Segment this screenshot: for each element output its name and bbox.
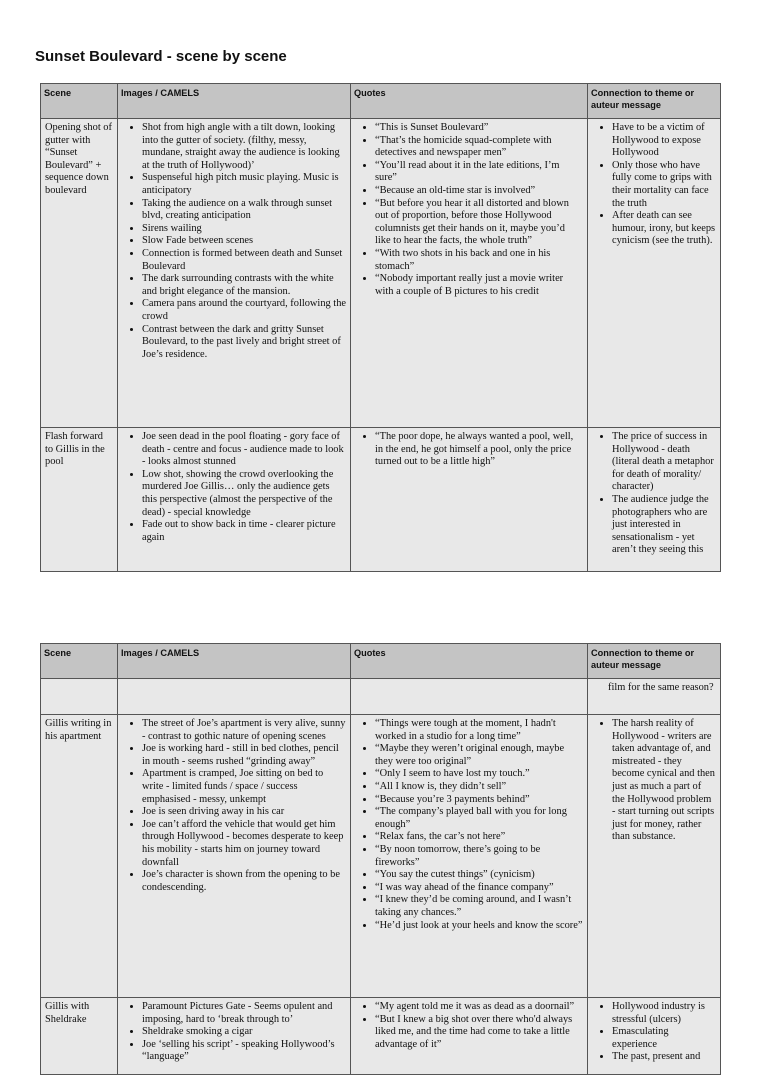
quote-bullet: • “Nobody important really just a movie writer with a couple of B pictures to his credit — [375, 273, 583, 298]
quote-list — [355, 122, 583, 298]
connection-cell — [588, 428, 721, 572]
scene-cell: Gillis with Sheldrake — [41, 998, 118, 1075]
quote-bullet: • “Relax fans, the car’s not here” — [375, 831, 583, 844]
images-list — [122, 431, 346, 544]
quote-bullet: • “This is Sunset Boulevard” — [375, 122, 583, 135]
images-bullet: • Shot from high angle with a tilt down, looking into the gutter of society. (filthy, messy, mundane, straight away the audience is looking at the truth of Hollywood)’ — [142, 122, 346, 172]
quote-bullet: • “Things were tough at the moment, I hadn't worked in a studio for a long time” — [375, 718, 583, 743]
continuation-row — [41, 679, 721, 715]
connection-bullet: • The audience judge the photographers who are just interested in sensationalism - yet aren’t they seeing this — [612, 494, 716, 557]
connection-bullet: • Hollywood industry is stressful (ulcers) — [612, 1001, 716, 1026]
quote-bullet: • “But before you hear it all distorted and blown out of proportion, before those Hollywood columnists get their hands on it, maybe you’d like to hear the facts, the whole truth” — [375, 198, 583, 248]
connection-cell — [588, 998, 721, 1075]
header-images-camels: Images / CAMELS — [118, 84, 351, 119]
images-bullet: • Joe’s character is shown from the opening to be condescending. — [142, 869, 346, 894]
images-list — [122, 1001, 346, 1064]
images-cell-empty — [118, 679, 351, 715]
images-bullet: • Slow Fade between scenes — [142, 235, 346, 248]
images-bullet: • The dark surrounding contrasts with the white and bright elegance of the mansion. — [142, 273, 346, 298]
quotes-cell — [351, 119, 588, 428]
quote-bullet: • “He’d just look at your heels and know the score” — [375, 920, 583, 933]
images-bullet: • Joe can’t afford the vehicle that would get him through Hollywood - becomes desperate to keep his mobility - starts him on journey toward downfall — [142, 819, 346, 869]
images-bullet: • Paramount Pictures Gate - Seems opulent and imposing, hard to ‘break through to’ — [142, 1001, 346, 1026]
table-header-row — [41, 84, 721, 119]
quote-list — [355, 431, 583, 469]
table-row — [41, 715, 721, 998]
document-title: Sunset Boulevard - scene by scene — [35, 48, 287, 65]
quote-bullet: • “I was way ahead of the finance company” — [375, 882, 583, 895]
quote-bullet: • “But I knew a big shot over there who'd always liked me, and the time had come to take a little advantage of it” — [375, 1014, 583, 1052]
header-scene: Scene — [41, 644, 118, 679]
table-row — [41, 428, 721, 572]
scene-cell: Opening shot of gutter with “Sunset Boulevard” + sequence down boulevard — [41, 119, 118, 428]
quotes-cell — [351, 428, 588, 572]
images-bullet: • The street of Joe’s apartment is very alive, sunny - contrast to gothic nature of opening scenes — [142, 718, 346, 743]
quote-bullet: • “Only I seem to have lost my touch.” — [375, 768, 583, 781]
table-row — [41, 119, 721, 428]
connection-cell — [588, 119, 721, 428]
images-bullet: • Fade out to show back in time - clearer picture again — [142, 519, 346, 544]
connection-bullet: • After death can see humour, irony, but keeps cynicism (see the truth). — [612, 210, 716, 248]
scene-table-page-1 — [40, 83, 721, 572]
quote-bullet: • “You’ll read about it in the late editions, I’m sure” — [375, 160, 583, 185]
images-cell — [118, 998, 351, 1075]
quote-bullet: • “That’s the homicide squad-complete with detectives and newspaper men” — [375, 135, 583, 160]
table-header-row — [41, 644, 721, 679]
images-bullet: • Sheldrake smoking a cigar — [142, 1026, 346, 1039]
quotes-cell-empty — [351, 679, 588, 715]
header-connection: Connection to theme or auteur message — [588, 84, 721, 119]
quote-bullet: • “The poor dope, he always wanted a pool, well, in the end, he got himself a pool, only the price turned out to be a little high” — [375, 431, 583, 469]
quote-list — [355, 1001, 583, 1051]
header-connection: Connection to theme or auteur message — [588, 644, 721, 679]
images-bullet: • Camera pans around the courtyard, following the crowd — [142, 298, 346, 323]
connection-bullet: • Only those who have fully come to grips with their mortality can face the truth — [612, 160, 716, 210]
quote-bullet: • “Maybe they weren’t original enough, maybe they were too original” — [375, 743, 583, 768]
connection-bullet: • The harsh reality of Hollywood - writers are taken advantage of, and mistreated - they become cynical and then just as much a part of the Hollywood problem - start turning out scripts just for money, rather than substance. — [612, 718, 716, 844]
quote-bullet: • “My agent told me it was as dead as a doornail” — [375, 1001, 583, 1014]
header-quotes: Quotes — [351, 644, 588, 679]
images-bullet: • Suspenseful high pitch music playing. Music is anticipatory — [142, 172, 346, 197]
scene-cell: Flash forward to Gillis in the pool — [41, 428, 118, 572]
images-bullet: • Contrast between the dark and gritty Sunset Boulevard, to the past lively and bright street of Joe’s residence. — [142, 324, 346, 362]
connection-list — [592, 718, 716, 844]
quotes-cell — [351, 998, 588, 1075]
connection-list — [592, 431, 716, 557]
scene-cell-empty — [41, 679, 118, 715]
images-bullet: • Joe is seen driving away in his car — [142, 806, 346, 819]
connection-list — [592, 122, 716, 248]
images-list — [122, 718, 346, 894]
table-row — [41, 998, 721, 1075]
quote-bullet: • “The company’s played ball with you for long enough” — [375, 806, 583, 831]
images-cell — [118, 119, 351, 428]
quote-list — [355, 718, 583, 932]
quotes-cell — [351, 715, 588, 998]
images-bullet: • Connection is formed between death and Sunset Boulevard — [142, 248, 346, 273]
header-quotes: Quotes — [351, 84, 588, 119]
connection-bullet: • Emasculating experience — [612, 1026, 716, 1051]
images-list — [122, 122, 346, 361]
images-bullet: • Low shot, showing the crowd overlooking the murdered Joe Gillis… only the audience gets this perspective (almost the perspective of the dead) - special knowledge — [142, 469, 346, 519]
quote-bullet: • “I knew they’d be coming around, and I wasn’t taking any chances.” — [375, 894, 583, 919]
header-scene: Scene — [41, 84, 118, 119]
quote-bullet: • “By noon tomorrow, there’s going to be fireworks” — [375, 844, 583, 869]
images-bullet: • Apartment is cramped, Joe sitting on bed to write - limited funds / space / success emphasised - messy, unkempt — [142, 768, 346, 806]
header-images-camels: Images / CAMELS — [118, 644, 351, 679]
connection-bullet: • Have to be a victim of Hollywood to expose Hollywood — [612, 122, 716, 160]
connection-cell — [588, 715, 721, 998]
images-bullet: • Joe ‘selling his script’ - speaking Hollywood’s “language” — [142, 1039, 346, 1064]
images-bullet: • Sirens wailing — [142, 223, 346, 236]
quote-bullet: • “All I know is, they didn’t sell” — [375, 781, 583, 794]
connection-bullet: • The price of success in Hollywood - death (literal death a metaphor for death of morality/ character) — [612, 431, 716, 494]
connection-cell — [588, 679, 721, 715]
images-bullet: • Taking the audience on a walk through sunset blvd, creating anticipation — [142, 198, 346, 223]
images-cell — [118, 428, 351, 572]
quote-bullet: • “With two shots in his back and one in his stomach” — [375, 248, 583, 273]
images-cell — [118, 715, 351, 998]
connection-list — [592, 1001, 716, 1064]
quote-bullet: • “Because you’re 3 payments behind” — [375, 794, 583, 807]
connection-bullet: • The past, present and — [612, 1051, 716, 1064]
quote-bullet: • “Because an old-time star is involved” — [375, 185, 583, 198]
quote-bullet: • “You say the cutest things” (cynicism) — [375, 869, 583, 882]
images-bullet: • Joe is working hard - still in bed clothes, pencil in mouth - seems rushed “grinding away” — [142, 743, 346, 768]
images-bullet: • Joe seen dead in the pool floating - gory face of death - centre and focus - audience made to look - looks almost stunned — [142, 431, 346, 469]
scene-cell: Gillis writing in his apartment — [41, 715, 118, 998]
scene-table-page-2 — [40, 643, 721, 1075]
continuation-text: film for the same reason? — [608, 682, 714, 693]
